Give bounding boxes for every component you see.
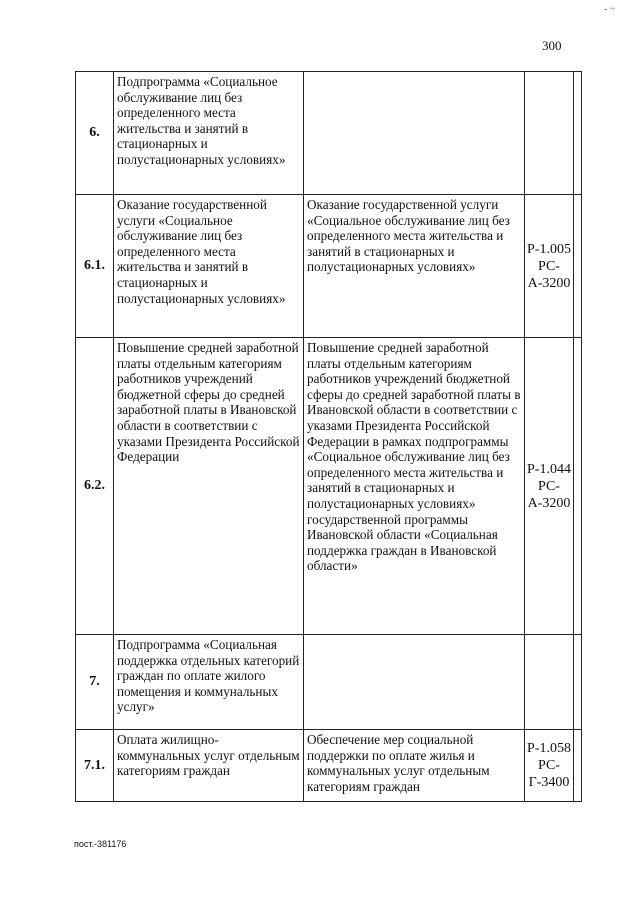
row-extra-cell <box>574 338 582 635</box>
table-row <box>76 72 582 195</box>
row-number: 7. <box>76 635 114 730</box>
row-description <box>304 635 525 730</box>
row-description: Оказание государственной услуги «Социальное обслуживание лиц без определенного места жительства и занятий в стационарных и полустационарных условиях» <box>304 195 525 338</box>
row-number: 7.1. <box>76 730 114 802</box>
row-number: 6.2. <box>76 338 114 635</box>
page-number: 300 <box>542 38 562 53</box>
document-footer-code: пост.-381176 <box>74 839 127 849</box>
row-code <box>525 72 574 195</box>
table-row <box>76 730 582 802</box>
row-code: Р-1.058 РС-Г-3400 <box>525 730 574 802</box>
row-name: Подпрограмма «Социальная поддержка отдельных категорий граждан по оплате жилого помещения и коммунальных услуг» <box>114 635 304 730</box>
row-extra-cell <box>574 72 582 195</box>
row-code: Р-1.044 РС-А-3200 <box>525 338 574 635</box>
table-row <box>76 338 582 635</box>
row-extra-cell <box>574 195 582 338</box>
corner-mark: - ~ <box>604 4 616 15</box>
row-name: Оплата жилищно-коммунальных услуг отдельным категориям граждан <box>114 730 304 802</box>
row-number: 6. <box>76 72 114 195</box>
row-name: Оказание государственной услуги «Социальное обслуживание лиц без определенного места жительства и занятий в стационарных и полустационарных условиях» <box>114 195 304 338</box>
row-description: Повышение средней заработной платы отдельным категориям работников учреждений бюджетной сферы до средней заработной платы в Ивановской области в соответствии с указами Президента Российской Федерации в рамках подпрограммы «Социальное обслуживание лиц без определенного места жительства и занятий в стационарных и полустационарных условиях» государственной программы Ивановской области «Социальная поддержка граждан в Ивановской области» <box>304 338 525 635</box>
row-extra-cell <box>574 635 582 730</box>
row-name: Повышение средней заработной платы отдельным категориям работников учреждений бюджетной сферы до средней заработной платы в Ивановской области в соответствии с указами Президента Российской Федерации <box>114 338 304 635</box>
program-table <box>75 71 582 802</box>
row-extra-cell <box>574 730 582 802</box>
row-code: Р-1.005 РС-А-3200 <box>525 195 574 338</box>
row-description <box>304 72 525 195</box>
row-description: Обеспечение мер социальной поддержки по оплате жилья и коммунальных услуг отдельным категориям граждан <box>304 730 525 802</box>
row-number: 6.1. <box>76 195 114 338</box>
row-code <box>525 635 574 730</box>
table-row <box>76 195 582 338</box>
row-name: Подпрограмма «Социальное обслуживание лиц без определенного места жительства и занятий в стационарных и полустационарных условиях» <box>114 72 304 195</box>
table-row <box>76 635 582 730</box>
